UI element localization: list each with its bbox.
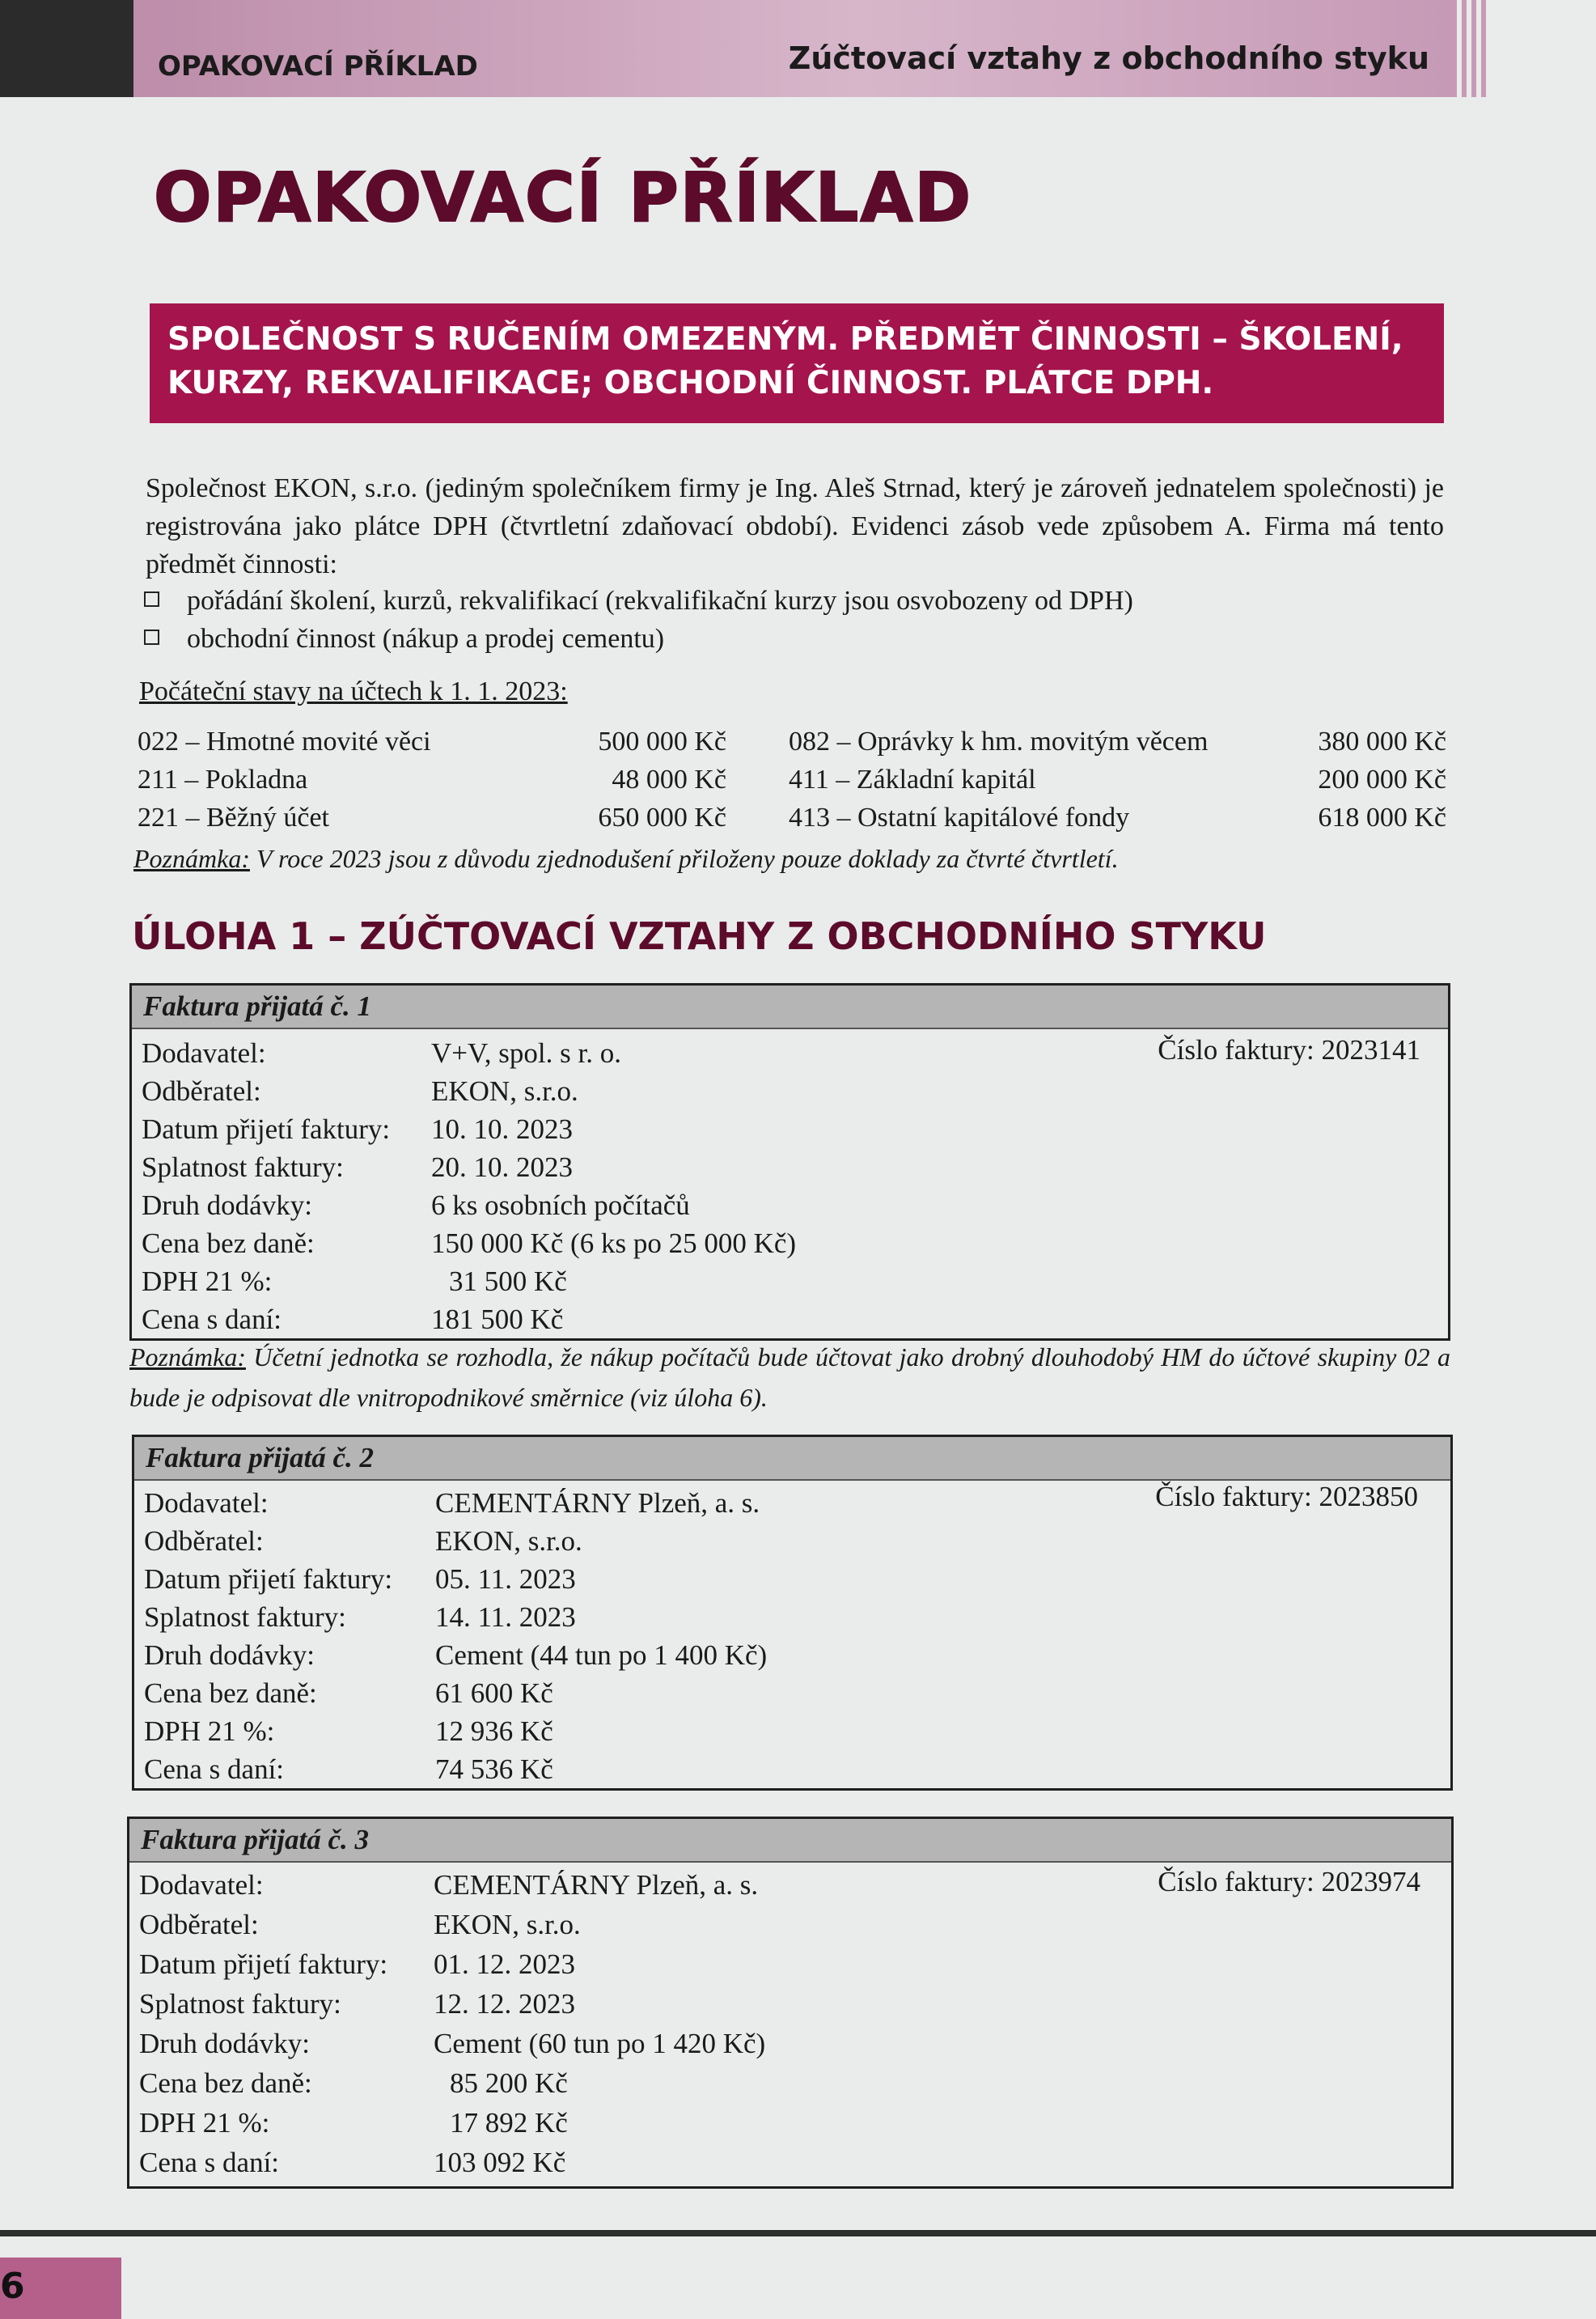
note-label: Poznámka: (129, 1342, 246, 1371)
field-label: Datum přijetí faktury: (139, 1948, 388, 1980)
invoice-number: Číslo faktury: 2023141 (1158, 1034, 1420, 1066)
field-label: Splatnost faktury: (144, 1601, 346, 1633)
account-amount: 500 000 Kč (598, 727, 726, 757)
field-label: DPH 21 %: (144, 1715, 275, 1747)
field-label: Cena bez daně: (139, 2067, 312, 2099)
field-label: Cena bez daně: (144, 1677, 317, 1709)
header-dark-strip (0, 0, 133, 97)
field-label: DPH 21 %: (139, 2107, 270, 2139)
field-value: EKON, s.r.o. (431, 1075, 578, 1107)
account-name: 411 – Základní kapitál (789, 765, 1036, 795)
checkbox-bullet-icon (144, 591, 159, 607)
invoice-box (127, 1817, 1454, 2189)
field-value: 61 600 Kč (435, 1677, 553, 1709)
field-value: 12 936 Kč (435, 1715, 553, 1747)
banner-line-1: SPOLEČNOST S RUČENÍM OMEZENÝM. PŘEDMĚT ČINNOSTI – ŠKOLENÍ, (167, 321, 1403, 358)
bullet-text: obchodní činnost (nákup a prodej cementu) (187, 624, 665, 654)
page-number: 6 (0, 2266, 25, 2307)
field-value: 05. 11. 2023 (435, 1563, 576, 1595)
field-value: EKON, s.r.o. (434, 1909, 581, 1940)
field-value: EKON, s.r.o. (435, 1525, 582, 1557)
note-text: V roce 2023 jsou z důvodu zjednodušení přiloženy pouze doklady za čtvrté čtvrtletí. (249, 844, 1119, 873)
opening-balances-heading: Počáteční stavy na účtech k 1. 1. 2023: (139, 676, 568, 706)
intro-paragraph: Společnost EKON, s.r.o. (jediným společníkem firmy je Ing. Aleš Strnad, který je zároveň jednatelem společnosti) je registrována jako plátce DPH (čtvrtletní zdaňovací období). Evidenci zásob vede způsobem A. Firma má tento předmět činnosti: (146, 473, 1444, 579)
field-value: 103 092 Kč (434, 2147, 566, 2178)
account-amount: 380 000 Kč (1318, 727, 1446, 757)
header-chapter-label: Zúčtovací vztahy z obchodního styku (788, 40, 1429, 76)
task-heading: ÚLOHA 1 – ZÚČTOVACÍ VZTAHY Z OBCHODNÍHO STYKU (132, 914, 1267, 958)
account-name: 221 – Běžný účet (138, 803, 329, 833)
account-amount: 618 000 Kč (1318, 803, 1446, 833)
assignment-banner (150, 303, 1444, 423)
field-value: CEMENTÁRNY Plzeň, a. s. (434, 1869, 759, 1901)
field-label: Druh dodávky: (139, 2028, 310, 2059)
bullet-item (144, 582, 1133, 620)
note (129, 1337, 1450, 1418)
invoice-title: Faktura přijatá č. 2 (134, 1437, 1450, 1481)
account-name: 413 – Ostatní kapitálové fondy (789, 803, 1130, 833)
field-label: Dodavatel: (142, 1037, 266, 1069)
field-label: Splatnost faktury: (139, 1988, 341, 2020)
field-value: 85 200 Kč (450, 2067, 568, 2099)
field-value: 12. 12. 2023 (434, 1988, 575, 2020)
account-name: 211 – Pokladna (138, 765, 308, 795)
bullet-item (144, 620, 664, 658)
note (133, 844, 1119, 874)
field-value: 74 536 Kč (435, 1753, 553, 1785)
field-label: Odběratel: (142, 1075, 261, 1107)
header-section-label: OPAKOVACÍ PŘÍKLAD (158, 50, 478, 83)
invoice-number: Číslo faktury: 2023974 (1158, 1866, 1420, 1897)
invoice-number: Číslo faktury: 2023850 (1155, 1481, 1418, 1512)
field-value: 10. 10. 2023 (431, 1113, 573, 1145)
invoice-box (129, 983, 1450, 1341)
field-value: 150 000 Kč (6 ks po 25 000 Kč) (431, 1227, 797, 1259)
checkbox-bullet-icon (144, 630, 159, 645)
running-header (133, 0, 1452, 97)
header-decorative-bars (1452, 0, 1505, 97)
field-value: 31 500 Kč (449, 1265, 567, 1297)
field-value: 6 ks osobních počítačů (431, 1189, 690, 1221)
note-text: Účetní jednotka se rozhodla, že nákup počítačů bude účtovat jako drobný dlouhodobý HM do účtové skupiny 02 a bude je odpisovat dle vnitropodnikové směrnice (viz úloha 6). (129, 1342, 1450, 1412)
note-label: Poznámka: (133, 844, 250, 873)
page-title: OPAKOVACÍ PŘÍKLAD (154, 158, 973, 237)
invoice-title: Faktura přijatá č. 1 (132, 986, 1448, 1029)
invoice-title: Faktura přijatá č. 3 (129, 1819, 1451, 1863)
account-amount: 48 000 Kč (612, 765, 726, 795)
field-value: 14. 11. 2023 (435, 1601, 576, 1633)
field-label: Cena bez daně: (142, 1227, 315, 1259)
field-label: Odběratel: (144, 1525, 264, 1557)
field-value: 01. 12. 2023 (434, 1948, 575, 1980)
banner-line-2: KURZY, REKVALIFIKACE; OBCHODNÍ ČINNOST. PLÁTCE DPH. (167, 365, 1214, 401)
page-bottom-rule (0, 2230, 1596, 2236)
field-label: Druh dodávky: (142, 1189, 312, 1221)
field-value: 181 500 Kč (431, 1304, 564, 1335)
field-value: 20. 10. 2023 (431, 1151, 573, 1183)
field-label: Datum přijetí faktury: (142, 1113, 391, 1145)
field-label: Datum přijetí faktury: (144, 1563, 393, 1595)
field-label: DPH 21 %: (142, 1265, 273, 1297)
field-label: Odběratel: (139, 1909, 259, 1940)
field-label: Dodavatel: (139, 1869, 264, 1901)
account-amount: 200 000 Kč (1318, 765, 1446, 795)
field-value: Cement (44 tun po 1 400 Kč) (435, 1639, 768, 1671)
account-name: 082 – Oprávky k hm. movitým věcem (789, 727, 1209, 757)
field-value: V+V, spol. s r. o. (431, 1037, 621, 1069)
field-value: Cement (60 tun po 1 420 Kč) (434, 2028, 766, 2059)
field-label: Druh dodávky: (144, 1639, 315, 1671)
account-name: 022 – Hmotné movité věci (138, 727, 431, 757)
field-label: Cena s daní: (142, 1304, 282, 1335)
field-label: Cena s daní: (144, 1753, 285, 1785)
account-amount: 650 000 Kč (598, 803, 726, 833)
field-label: Cena s daní: (139, 2147, 280, 2178)
bullet-text: pořádání školení, kurzů, rekvalifikací (rekvalifikační kurzy jsou osvobozeny od DPH) (187, 586, 1133, 616)
field-value: CEMENTÁRNY Plzeň, a. s. (435, 1487, 760, 1519)
field-value: 17 892 Kč (450, 2107, 568, 2139)
field-label: Dodavatel: (144, 1487, 269, 1519)
invoice-box (132, 1435, 1453, 1791)
field-label: Splatnost faktury: (142, 1151, 344, 1183)
